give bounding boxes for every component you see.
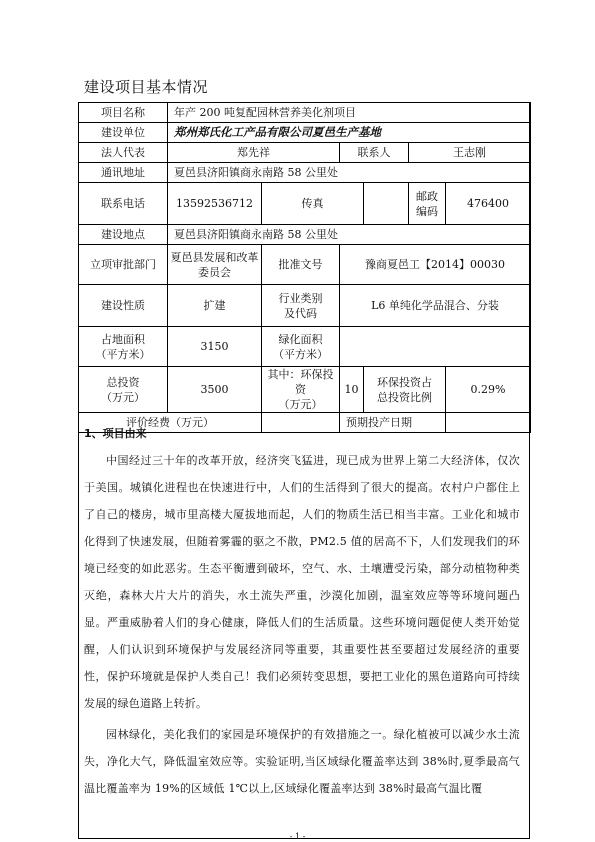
- section-title: 1、项目由来: [84, 427, 147, 440]
- paragraph: 园林绿化，美化我们的家园是环境保护的有效措施之一。绿化植被可以减少水土流失，净化大气，降低温室效应等。实验证明,当区域绿化覆盖率达到 38%时,夏季最高气温比覆盖率为 19%的区域低 1℃以上,区域绿化覆盖率达到 38%时最高气温比覆: [84, 728, 520, 795]
- env-invest-label-line-1: 其中：环保投资: [267, 368, 334, 396]
- green-label-line-1: 绿化面积: [278, 332, 323, 346]
- approval-dept-label: 立项审批部门: [79, 245, 168, 285]
- table-row: [79, 285, 531, 327]
- industry-value: L6 单纯化学品混合、分装: [340, 285, 531, 327]
- review-fee-label: 评价经费（万元）: [79, 413, 262, 433]
- green-label-line-2: （平方米）: [273, 347, 328, 361]
- invest-label: [79, 367, 168, 413]
- project-origin-section: [84, 425, 520, 802]
- env-ratio-label-line-2: 总投资比例: [377, 390, 432, 404]
- industry-label-line-2: 及代码: [284, 306, 317, 320]
- env-ratio-label: [364, 367, 446, 413]
- green-value: [340, 327, 531, 367]
- table-row: [79, 143, 531, 163]
- table-row: [79, 225, 531, 245]
- env-ratio-label-line-1: 环保投资占: [377, 375, 432, 389]
- project-info-table: [78, 102, 531, 433]
- approval-dept-value: [168, 245, 262, 285]
- site-label: 建设地点: [79, 225, 168, 245]
- area-label-line-2: （平方米）: [95, 347, 151, 361]
- industry-label: [262, 285, 340, 327]
- industry-label-line-1: 行业类别: [278, 291, 323, 305]
- legal-rep-label: 法人代表: [79, 143, 168, 163]
- green-label: [262, 327, 340, 367]
- env-invest-value: 10: [340, 367, 364, 413]
- postcode-value: 476400: [446, 183, 531, 225]
- legal-rep-value: 郑先祥: [168, 143, 340, 163]
- phone-value: 13592536712: [168, 183, 262, 225]
- nature-value: 扩建: [168, 285, 262, 327]
- project-name-label: 项目名称: [79, 103, 168, 123]
- postcode-label-line-1: 邮政: [416, 189, 438, 203]
- table-row: [79, 245, 531, 285]
- table-row: [79, 123, 531, 143]
- area-value: 3150: [168, 327, 262, 367]
- contact-label: 联系人: [340, 143, 409, 163]
- page-title: 建设项目基本情况: [84, 78, 209, 96]
- project-name-value: 年产 200 吨复配园林营养美化剂项目: [168, 103, 531, 123]
- approval-dept-line-2: 委员会: [198, 265, 231, 279]
- address-value: 夏邑县济阳镇商永南路 58 公里处: [168, 163, 531, 183]
- table-row: [79, 367, 531, 413]
- builder-value: 郑州郑氏化工产品有限公司夏邑生产基地: [168, 123, 531, 143]
- area-label: [79, 327, 168, 367]
- fax-label: 传真: [262, 183, 364, 225]
- approval-no-label: 批准文号: [262, 245, 340, 285]
- phone-label: 联系电话: [79, 183, 168, 225]
- env-invest-label: [262, 367, 340, 413]
- invest-label-line-1: 总投资: [106, 375, 140, 389]
- table-row: [79, 327, 531, 367]
- approval-no-value: 豫商夏邑工【2014】00030: [340, 245, 531, 285]
- fax-value: [364, 183, 409, 225]
- env-invest-label-line-2: （万元）: [278, 398, 323, 411]
- env-ratio-value: 0.29%: [446, 367, 531, 413]
- launch-date-label: 预期投产日期: [340, 413, 446, 433]
- table-row: [79, 183, 531, 225]
- area-label-line-1: 占地面积: [101, 332, 145, 346]
- contact-value: 王志刚: [409, 143, 531, 163]
- site-value: 夏邑县济阳镇商永南路 58 公里处: [168, 225, 531, 245]
- page-number: - 1 -: [289, 832, 306, 841]
- address-label: 通讯地址: [79, 163, 168, 183]
- postcode-label-line-2: 编码: [416, 204, 438, 218]
- table-row: [79, 103, 531, 123]
- builder-label: 建设单位: [79, 123, 168, 143]
- table-row: [79, 163, 531, 183]
- paragraph: 中国经过三十年的改革开放，经济突飞猛进，现已成为世界上第二大经济体，仅次于美国。城镇化进程也在快速进行中，人们的生活得到了很大的提高。农村户户都住上了自己的楼房，城市里高楼大厦拔地而起，人们的物质生活已相当丰富。工业化和城市化得到了快速发展，但随着雾霾的驱之不散，PM2.5 值的居高不下，人们发现我们的环境已经变的如此恶劣。生态平衡遭到破坏，空气、水、土壤遭受污染，部分动植物种类灭绝，森林大片大片的消失，水土流失严重，沙漠化加剧，温室效应等等环境问题凸显。严重威胁着人们的身心健康，降低人们的生活质量。这些环境问题促使人类开始觉醒，人们认识到环境保护与发展经济同等重要，其重要性甚至要超过发展经济的重要性，保护环境就是保护人类自己！我们必须转变思想，要把工业化的黑色道路向可持续发展的绿色道路上转折。: [84, 454, 520, 710]
- approval-dept-line-1: 夏邑县发展和改革: [170, 250, 259, 264]
- invest-label-line-2: （万元）: [101, 390, 145, 404]
- invest-value: 3500: [168, 367, 262, 413]
- postcode-label: [409, 183, 446, 225]
- nature-label: 建设性质: [79, 285, 168, 327]
